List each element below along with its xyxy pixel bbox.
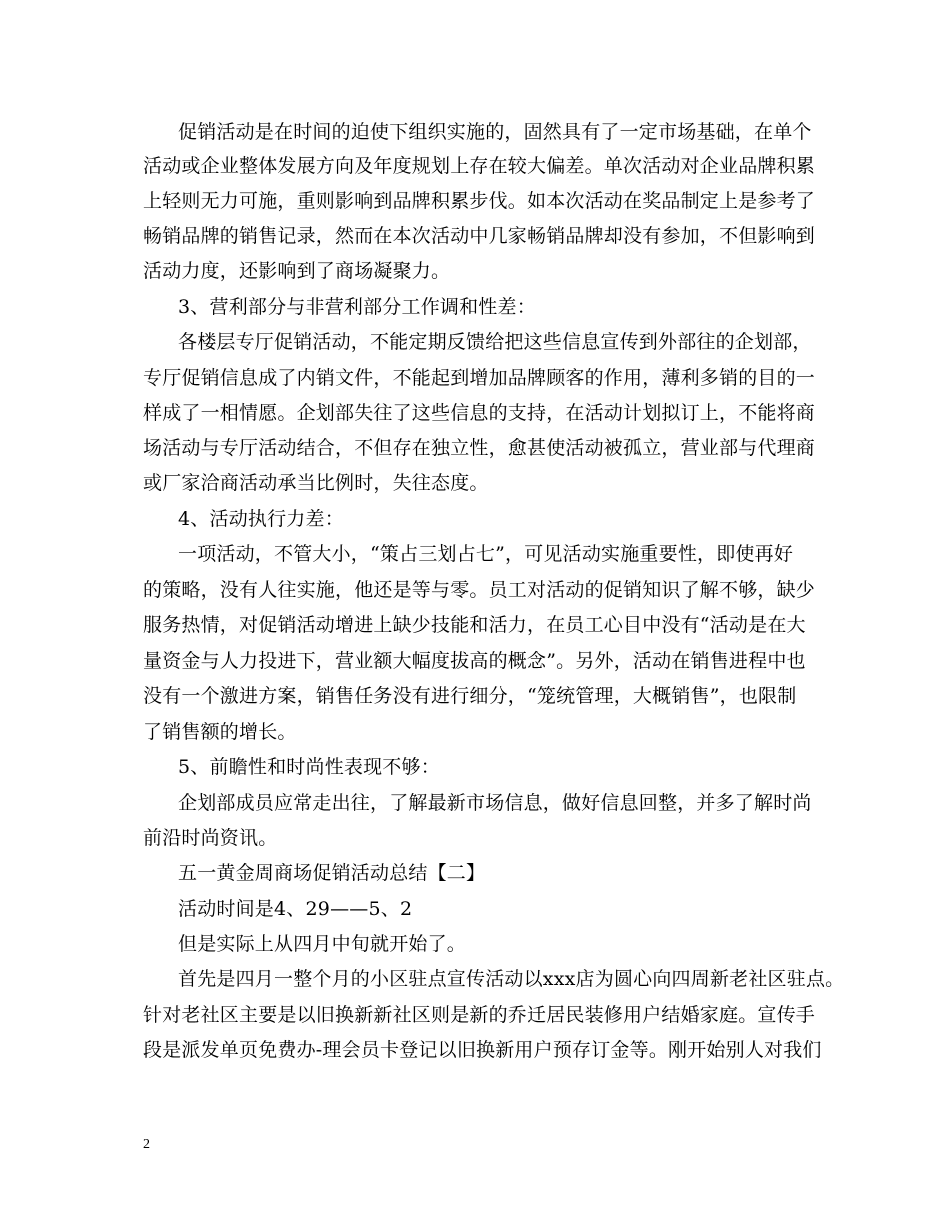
text-line: 没有一个激进方案，销售任务没有进行细分，“笼统管理，大概销售”，也限制 [143,685,797,707]
text-line: 的策略，没有人往实施，他还是等与零。员工对活动的促销知识了解不够，缺少 [143,579,816,601]
text-line: 各楼层专厅促销活动，不能定期反馈给把这些信息宣传到外部往的企划部， [178,331,812,353]
text-line: 服务热情，对促销活动增进上缺少技能和活力，在员工心目中没有“活动是在大 [143,614,806,636]
text-line: 畅销品牌的销售记录，然而在本次活动中几家畅销品牌却没有参加，不但影响到 [143,225,816,247]
text-line: 活动力度，还影响到了商场凝聚力。 [143,260,451,282]
text-line: 上轻则无力可施，重则影响到品牌积累步伐。如本次活动在奖品制定上是参考了 [143,190,816,212]
text-line: 4、活动执行力差： [178,508,344,530]
text-line: 5、前瞻性和时尚性表现不够： [178,756,440,778]
text-line: 场活动与专厅活动结合，不但存在独立性，愈甚使活动被孤立，营业部与代理商 [143,437,816,459]
text-line: 五一黄金周商场促销活动总结【二】 [178,862,486,884]
text-line: 活动时间是4、29——5、2 [178,898,413,920]
text-line: 段是派发单页免费办-理会员卡登记以旧换新用户预存订金等。刚开始别人对我们 [143,1039,822,1061]
page-number: 2 [143,1137,150,1152]
text-line: 3、营利部分与非营利部分工作调和性差： [178,296,536,318]
text-line: 或厂家洽商活动承当比例时，失往态度。 [143,472,489,494]
text-line: 专厅促销信息成了内销文件，不能起到增加品牌顾客的作用，薄利多销的目的一 [143,367,816,389]
text-line: 了销售额的增长。 [143,721,297,743]
text-line: 促销活动是在时间的迫使下组织实施的，固然具有了一定市场基础，在单个 [178,121,812,143]
text-line: 活动或企业整体发展方向及年度规划上存在较大偏差。单次活动对企业品牌积累 [143,155,816,177]
text-line: 一项活动，不管大小，“策占三划占七”，可见活动实施重要性，即使再好 [178,543,794,565]
text-line: 但是实际上从四月中旬就开始了。 [178,933,467,955]
text-line: 样成了一相情愿。企划部失往了这些信息的支持，在活动计划拟订上，不能将商 [143,402,816,424]
text-line: 量资金与人力投进下，营业额大幅度拔高的概念”。另外，活动在销售进程中也 [143,650,806,672]
text-line: 前沿时尚资讯。 [143,827,278,849]
text-line: 首先是四月一整个月的小区驻点宣传活动以xxx店为圆心向四周新老社区驻点。 [178,968,845,990]
text-line: 针对老社区主要是以旧换新新社区则是新的乔迁居民装修用户结婚家庭。宣传手 [143,1004,816,1026]
text-line: 企划部成员应常走出往，了解最新市场信息，做好信息回整，并多了解时尚 [178,792,812,814]
